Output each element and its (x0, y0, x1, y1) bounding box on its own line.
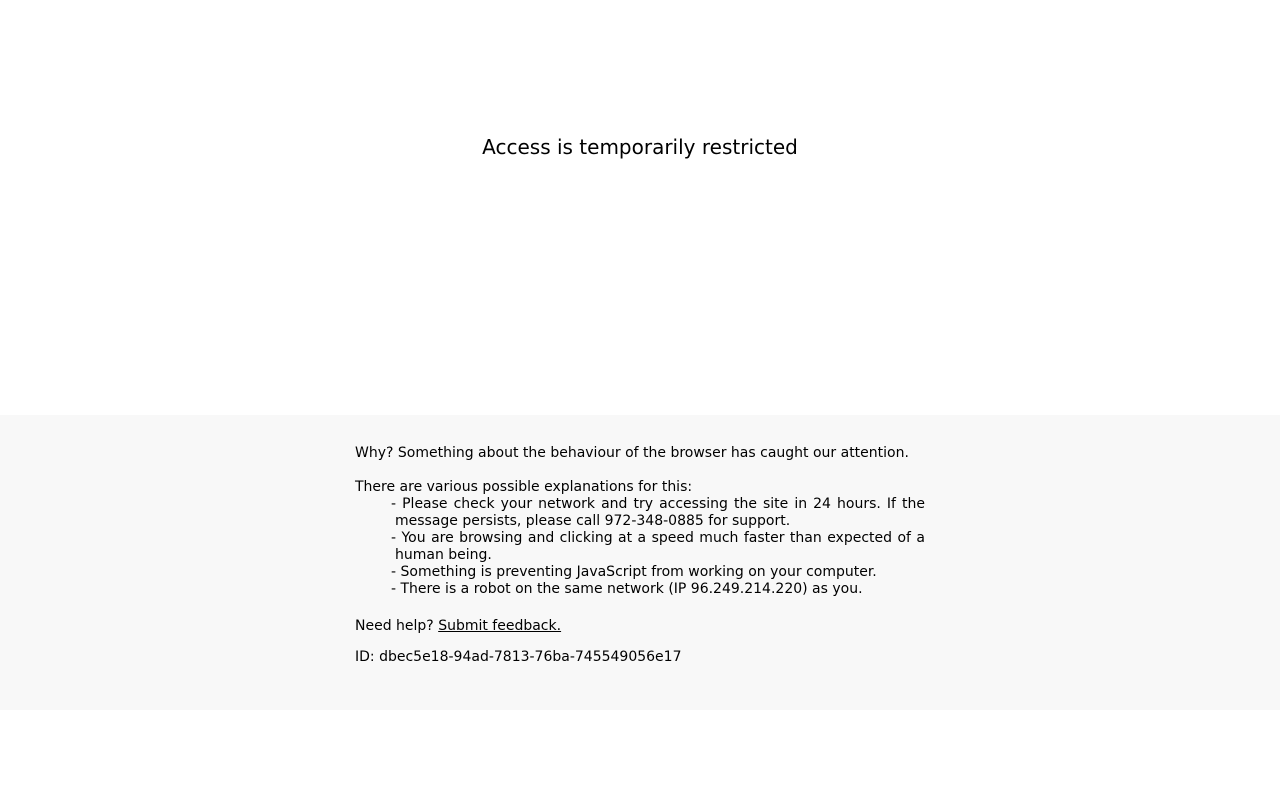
reason-item-javascript: - Something is preventing JavaScript from working on your computer. (391, 564, 877, 580)
request-id: ID: dbec5e18-94ad-7813-76ba-745549056e17 (355, 649, 682, 665)
why-text: Why? Something about the behaviour of the browser has caught our attention. (355, 445, 909, 461)
help-label: Need help? (355, 618, 434, 634)
reason-item-robot: - There is a robot on the same network (IP 96.249.214.220) as you. (391, 581, 863, 597)
help-line (355, 618, 925, 635)
explanation-panel (0, 415, 1280, 710)
explanation-content (355, 445, 925, 666)
submit-feedback-link[interactable]: Submit feedback. (438, 618, 562, 634)
reason-item-speed: - You are browsing and clicking at a speed much faster than expected of a human being. (391, 530, 925, 563)
reasons-list (355, 496, 925, 598)
explanations-intro: There are various possible explanations for this: (355, 479, 693, 495)
reason-item-network: - Please check your network and try accessing the site in 24 hours. If the message persists, please call 972-348-0885 for support. (391, 496, 925, 529)
page-title: Access is temporarily restricted (482, 135, 798, 159)
